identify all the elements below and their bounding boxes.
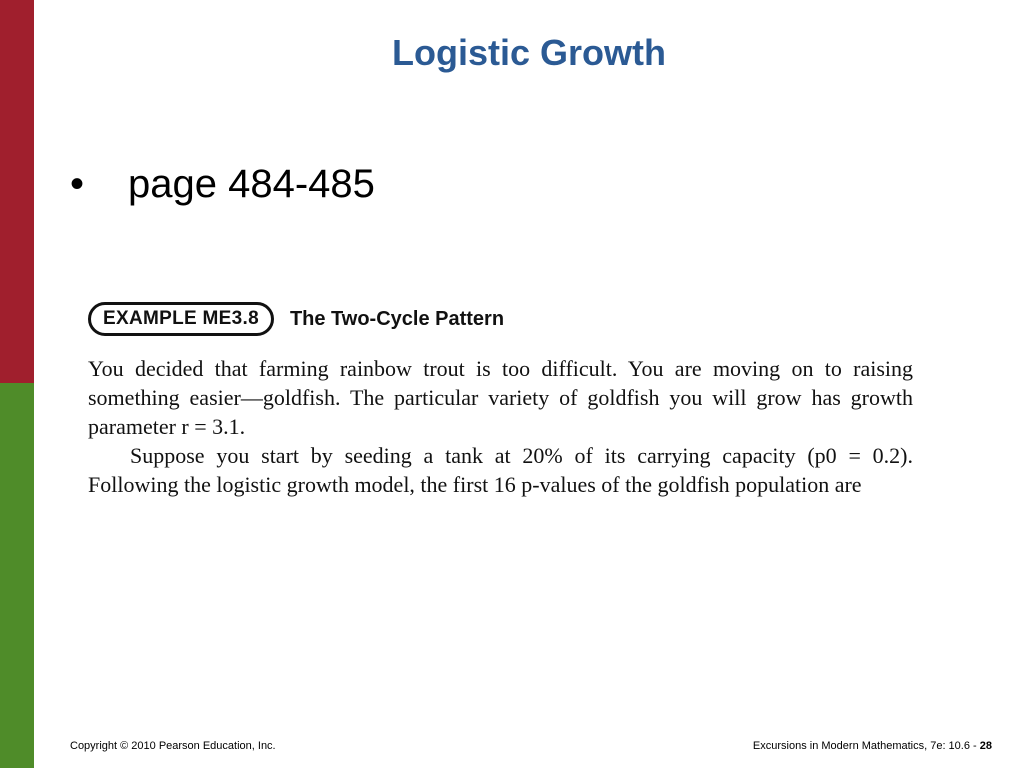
bullet-item (70, 162, 375, 207)
slide-title: Logistic Growth (392, 32, 666, 73)
example-header (88, 296, 913, 342)
example-label: EXAMPLE ME3.8 (88, 302, 274, 336)
textbook-excerpt-image (88, 296, 913, 531)
side-bar-red (0, 0, 34, 383)
footer-course (753, 740, 992, 752)
bullet-text: page 484-485 (128, 162, 375, 206)
footer-course-text: Excursions in Modern Mathematics, 7e: 10.6 - (752, 740, 980, 752)
side-bar-green (0, 383, 34, 768)
example-title: The Two-Cycle Pattern (289, 307, 505, 330)
page-number: 28 (979, 740, 992, 752)
excerpt-paragraph-1: You decided that farming rainbow trout is too difficult. You are moving on to raising something easier—goldfish. The particular variety of goldfish you will grow has growth parameter r = 3.1. (88, 356, 913, 439)
bullet-dot: • (70, 162, 85, 206)
excerpt-paragraph-2: Suppose you start by seeding a tank at 20% of its carrying capacity (p0 = 0.2). Following the logistic growth model, the first 16 p-values of the goldfish population are (88, 443, 913, 497)
footer-copyright: Copyright © 2010 Pearson Education, Inc. (70, 740, 276, 752)
